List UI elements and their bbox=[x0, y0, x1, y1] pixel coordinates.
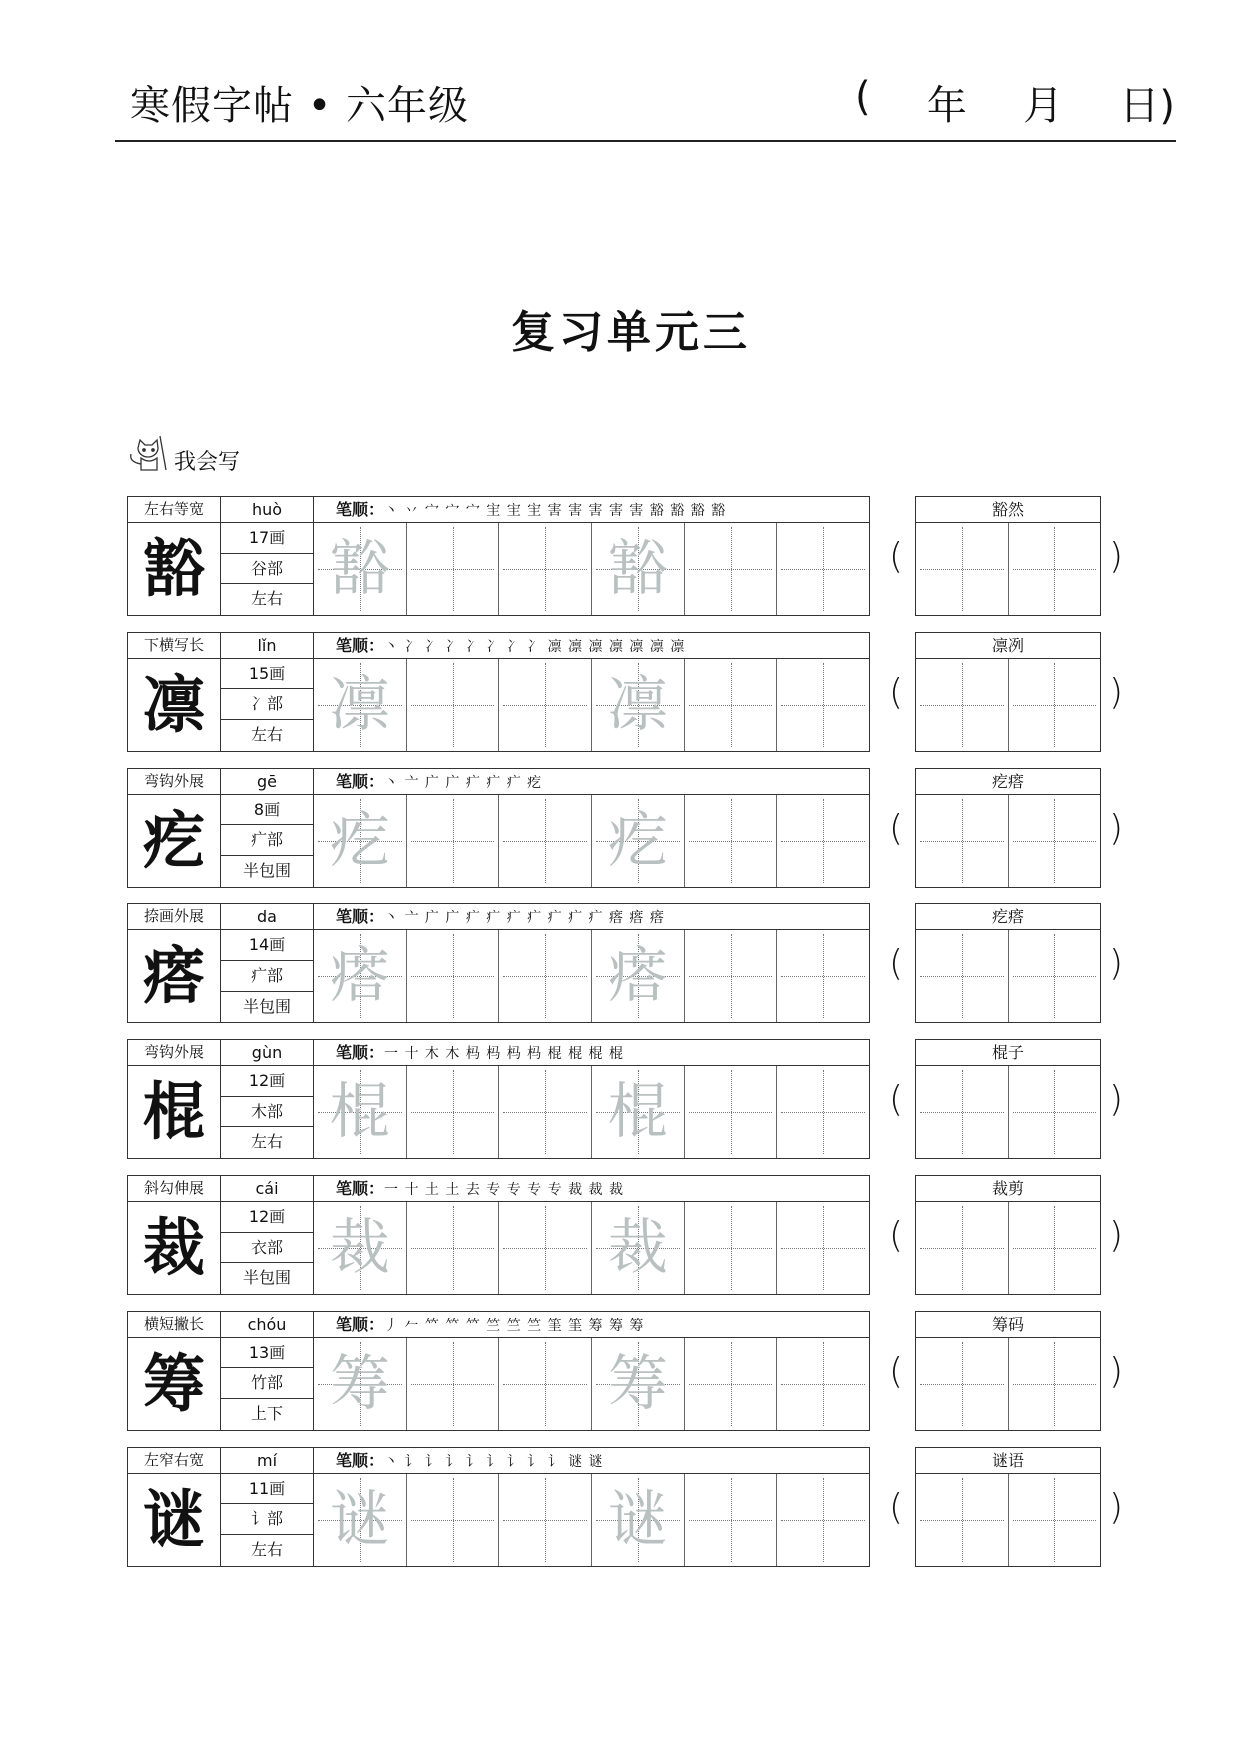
date-year: 年 bbox=[926, 83, 967, 129]
date-month: 月 bbox=[1023, 83, 1064, 129]
character-row bbox=[127, 1175, 1124, 1296]
practice-cell[interactable] bbox=[499, 523, 592, 615]
close-paren: ) bbox=[1109, 536, 1124, 577]
practice-cell[interactable] bbox=[777, 523, 869, 615]
word-box bbox=[915, 768, 1101, 888]
practice-grid bbox=[314, 1202, 869, 1294]
word-grid bbox=[916, 930, 1100, 1022]
practice-cell[interactable] bbox=[499, 1338, 592, 1430]
character-row bbox=[127, 903, 1124, 1024]
trace-character: 瘩 bbox=[607, 941, 668, 1012]
word-cell[interactable] bbox=[916, 659, 1009, 751]
practice-cell[interactable] bbox=[407, 795, 500, 887]
writing-tip: 斜勾伸展 bbox=[128, 1176, 221, 1202]
trace-character: 瘩 bbox=[329, 941, 390, 1012]
word-label: 棍子 bbox=[916, 1040, 1100, 1066]
radical: 竹部 bbox=[221, 1368, 313, 1399]
word-cell[interactable] bbox=[1009, 659, 1101, 751]
trace-character: 裁 bbox=[607, 1213, 668, 1283]
stroke-order bbox=[314, 497, 869, 523]
practice-grid bbox=[314, 659, 869, 751]
word-grid bbox=[916, 1338, 1100, 1430]
word-label: 疙瘩 bbox=[916, 769, 1100, 795]
stroke-sequence: 丶 讠 讠 讠 讠 讠 讠 讠 讠 谜 谜 bbox=[384, 1453, 604, 1470]
practice-cell[interactable] bbox=[685, 1474, 778, 1566]
trace-character: 豁 bbox=[607, 534, 668, 604]
word-box bbox=[915, 1311, 1101, 1431]
practice-cell[interactable] bbox=[314, 523, 407, 615]
character-info bbox=[221, 1202, 314, 1294]
practice-cell[interactable] bbox=[777, 1338, 869, 1430]
practice-cell[interactable] bbox=[592, 930, 685, 1022]
pinyin: huò bbox=[221, 497, 314, 523]
practice-cell[interactable] bbox=[685, 795, 778, 887]
practice-grid bbox=[314, 1474, 869, 1566]
writing-tip: 左右等宽 bbox=[128, 497, 221, 523]
word-label: 裁剪 bbox=[916, 1176, 1100, 1202]
pinyin: cái bbox=[221, 1176, 314, 1202]
header-divider bbox=[115, 140, 1176, 142]
structure: 半包围 bbox=[242, 860, 291, 880]
word-box bbox=[915, 1447, 1101, 1567]
close-paren: ) bbox=[1109, 1350, 1124, 1392]
open-paren: ( bbox=[889, 807, 904, 849]
radical: 疒部 bbox=[221, 961, 313, 992]
trace-character: 裁 bbox=[329, 1213, 390, 1283]
writing-tip: 捺画外展 bbox=[128, 904, 221, 930]
practice-cell[interactable] bbox=[314, 659, 407, 751]
practice-cell[interactable] bbox=[685, 659, 778, 751]
open-paren: ( bbox=[889, 1486, 904, 1528]
practice-cell[interactable] bbox=[685, 1338, 778, 1430]
model-character: 豁 bbox=[128, 523, 221, 615]
radical: 讠部 bbox=[221, 1504, 313, 1535]
radical: 木部 bbox=[221, 1097, 313, 1128]
trace-character: 棍 bbox=[329, 1077, 390, 1148]
pinyin: gùn bbox=[221, 1040, 314, 1066]
word-label: 筹码 bbox=[916, 1312, 1100, 1338]
practice-cell[interactable] bbox=[592, 1338, 685, 1430]
character-info bbox=[221, 795, 314, 887]
close-paren: ) bbox=[1109, 671, 1124, 713]
practice-cell[interactable] bbox=[499, 1202, 592, 1294]
workbook-title: 寒假字帖 • 六年级 bbox=[130, 83, 470, 129]
character-info bbox=[221, 930, 314, 1022]
character-info bbox=[221, 1066, 314, 1158]
stroke-count: 17画 bbox=[221, 523, 313, 554]
practice-cell[interactable] bbox=[685, 1066, 778, 1158]
model-character: 疙 bbox=[128, 795, 221, 887]
practice-cell[interactable] bbox=[777, 1202, 869, 1294]
open-paren: ( bbox=[889, 943, 904, 985]
writing-tip: 横短撇长 bbox=[128, 1312, 221, 1338]
stroke-count: 11画 bbox=[221, 1474, 313, 1505]
stroke-order-label: 笔顺： bbox=[336, 635, 385, 655]
model-character: 凛 bbox=[128, 659, 221, 751]
stroke-order bbox=[314, 1040, 869, 1066]
stroke-order bbox=[314, 633, 869, 659]
practice-cell[interactable] bbox=[407, 523, 500, 615]
close-paren: ) bbox=[1109, 1486, 1124, 1528]
trace-character: 谜 bbox=[329, 1484, 390, 1555]
word-label: 豁然 bbox=[916, 497, 1100, 523]
character-table bbox=[127, 496, 870, 616]
character-info bbox=[221, 523, 314, 615]
stroke-sequence: 丶 丷 宀 宀 宀 宔 宔 宔 害 害 害 害 害 豁 豁 豁 豁 bbox=[384, 503, 727, 519]
word-cell[interactable] bbox=[1009, 523, 1101, 615]
close-paren: ) bbox=[1109, 1215, 1124, 1256]
character-info bbox=[221, 1474, 314, 1566]
practice-cell[interactable] bbox=[407, 1338, 500, 1430]
stroke-order bbox=[314, 1448, 869, 1474]
practice-cell[interactable] bbox=[592, 1066, 685, 1158]
word-cell[interactable] bbox=[1009, 930, 1101, 1022]
cat-writing-icon bbox=[124, 430, 172, 476]
word-label: 疙瘩 bbox=[916, 904, 1100, 930]
practice-cell[interactable] bbox=[314, 930, 407, 1022]
practice-cell[interactable] bbox=[685, 523, 778, 615]
stroke-order-label: 笔顺： bbox=[336, 771, 385, 791]
date-day: 日) bbox=[1119, 83, 1175, 129]
stroke-order-label: 笔顺： bbox=[336, 500, 385, 519]
pinyin: da bbox=[221, 904, 314, 930]
pinyin: chóu bbox=[221, 1312, 314, 1338]
stroke-order bbox=[314, 769, 869, 795]
structure: 半包围 bbox=[242, 1268, 291, 1288]
word-cell[interactable] bbox=[1009, 1474, 1101, 1566]
open-paren: ( bbox=[889, 1215, 904, 1256]
close-paren: ) bbox=[1109, 943, 1124, 985]
practice-cell[interactable] bbox=[592, 1202, 685, 1294]
radical: 疒部 bbox=[221, 825, 313, 856]
practice-grid bbox=[314, 1338, 869, 1430]
character-table bbox=[127, 1311, 870, 1431]
stroke-sequence: 丿 𠂉 𥫗 𥫗 𥫗 竺 竺 竺 筀 筀 筹 筹 筹 bbox=[384, 1317, 645, 1334]
structure: 上下 bbox=[250, 1403, 283, 1423]
stroke-sequence: 丶 亠 广 广 疒 疒 疒 疒 疒 疒 疒 瘩 瘩 瘩 bbox=[384, 910, 665, 927]
word-grid bbox=[916, 795, 1100, 887]
structure: 左右 bbox=[250, 724, 283, 744]
trace-character: 棍 bbox=[607, 1077, 668, 1148]
stroke-count: 15画 bbox=[221, 659, 313, 690]
model-character: 棍 bbox=[128, 1066, 221, 1158]
word-cell[interactable] bbox=[1009, 1202, 1101, 1294]
stroke-order bbox=[314, 1312, 869, 1338]
practice-cell[interactable] bbox=[314, 795, 407, 887]
word-box bbox=[915, 903, 1101, 1023]
structure: 左右 bbox=[250, 589, 283, 609]
practice-cell[interactable] bbox=[407, 1066, 500, 1158]
trace-character: 凛 bbox=[607, 669, 668, 740]
practice-cell[interactable] bbox=[592, 795, 685, 887]
structure: 左右 bbox=[250, 1132, 283, 1152]
practice-cell[interactable] bbox=[685, 930, 778, 1022]
practice-cell[interactable] bbox=[407, 659, 500, 751]
practice-cell[interactable] bbox=[777, 795, 869, 887]
trace-character: 疙 bbox=[329, 805, 390, 876]
stroke-order-label: 笔顺： bbox=[336, 1043, 385, 1063]
practice-cell[interactable] bbox=[777, 930, 869, 1022]
practice-cell[interactable] bbox=[685, 1202, 778, 1294]
practice-grid bbox=[314, 930, 869, 1022]
open-paren: ( bbox=[889, 1079, 904, 1121]
stroke-count: 8画 bbox=[221, 795, 313, 826]
stroke-order-label: 笔顺： bbox=[336, 1314, 385, 1334]
character-table bbox=[127, 1039, 870, 1159]
word-cell[interactable] bbox=[1009, 1338, 1101, 1430]
word-grid bbox=[916, 1474, 1100, 1566]
date-open-paren: ( bbox=[855, 74, 871, 120]
stroke-count: 14画 bbox=[221, 930, 313, 961]
radical: 衣部 bbox=[221, 1233, 313, 1264]
character-row bbox=[127, 1447, 1124, 1568]
word-cell[interactable] bbox=[916, 930, 1009, 1022]
word-box bbox=[915, 1175, 1101, 1295]
practice-cell[interactable] bbox=[407, 1474, 500, 1566]
practice-cell[interactable] bbox=[314, 1202, 407, 1294]
open-paren: ( bbox=[889, 536, 904, 577]
practice-cell[interactable] bbox=[777, 1474, 869, 1566]
practice-cell[interactable] bbox=[592, 523, 685, 615]
stroke-order-label: 笔顺： bbox=[336, 1450, 385, 1470]
word-grid bbox=[916, 523, 1100, 615]
character-table bbox=[127, 1447, 870, 1567]
practice-grid bbox=[314, 1066, 869, 1158]
practice-cell[interactable] bbox=[407, 1202, 500, 1294]
close-paren: ) bbox=[1109, 807, 1124, 849]
pinyin: mí bbox=[221, 1448, 314, 1474]
character-info bbox=[221, 1338, 314, 1430]
character-table bbox=[127, 1175, 870, 1295]
character-table bbox=[127, 632, 870, 752]
stroke-order bbox=[314, 904, 869, 930]
word-grid bbox=[916, 659, 1100, 751]
model-character: 筹 bbox=[128, 1338, 221, 1430]
practice-cell[interactable] bbox=[592, 659, 685, 751]
word-grid bbox=[916, 1202, 1100, 1294]
section-heading bbox=[124, 430, 240, 476]
model-character: 裁 bbox=[128, 1202, 221, 1294]
word-cell[interactable] bbox=[1009, 1066, 1101, 1158]
word-label: 凛冽 bbox=[916, 633, 1100, 659]
practice-cell[interactable] bbox=[499, 930, 592, 1022]
practice-cell[interactable] bbox=[499, 1474, 592, 1566]
stroke-order-label: 笔顺： bbox=[336, 907, 385, 927]
open-paren: ( bbox=[889, 1350, 904, 1392]
writing-tip: 左窄右宽 bbox=[128, 1448, 221, 1474]
pinyin: lǐn bbox=[221, 633, 314, 659]
section-label: 我会写 bbox=[174, 450, 241, 475]
practice-cell[interactable] bbox=[314, 1338, 407, 1430]
date-field bbox=[855, 74, 1175, 131]
practice-cell[interactable] bbox=[777, 659, 869, 751]
writing-tip: 下横写长 bbox=[128, 633, 221, 659]
model-character: 谜 bbox=[128, 1474, 221, 1566]
structure: 半包围 bbox=[242, 996, 291, 1016]
word-box bbox=[915, 632, 1101, 752]
stroke-sequence: 丶 冫 冫 冫 冫 冫 冫 冫 凛 凛 凛 凛 凛 凛 凛 bbox=[384, 638, 686, 655]
word-box bbox=[915, 1039, 1101, 1159]
practice-cell[interactable] bbox=[407, 930, 500, 1022]
character-table bbox=[127, 903, 870, 1023]
open-paren: ( bbox=[889, 671, 904, 713]
trace-character: 凛 bbox=[329, 669, 390, 740]
model-character: 瘩 bbox=[128, 930, 221, 1022]
practice-grid bbox=[314, 795, 869, 887]
character-row bbox=[127, 768, 1124, 889]
character-row bbox=[127, 632, 1124, 753]
trace-character: 筹 bbox=[607, 1348, 668, 1419]
stroke-order-label: 笔顺： bbox=[336, 1179, 385, 1198]
radical: 冫部 bbox=[221, 689, 313, 720]
writing-tip: 弯钩外展 bbox=[128, 1040, 221, 1066]
practice-grid bbox=[314, 523, 869, 615]
close-paren: ) bbox=[1109, 1079, 1124, 1121]
practice-cell[interactable] bbox=[499, 659, 592, 751]
radical: 谷部 bbox=[221, 554, 313, 585]
character-table bbox=[127, 768, 870, 888]
practice-cell[interactable] bbox=[314, 1474, 407, 1566]
writing-tip: 弯钩外展 bbox=[128, 769, 221, 795]
trace-character: 疙 bbox=[607, 805, 668, 876]
stroke-count: 12画 bbox=[221, 1202, 313, 1233]
stroke-sequence: 一 十 土 土 去 专 专 专 专 裁 裁 裁 bbox=[384, 1182, 624, 1198]
word-cell[interactable] bbox=[916, 1066, 1009, 1158]
structure: 左右 bbox=[250, 1539, 283, 1559]
stroke-order bbox=[314, 1176, 869, 1202]
word-box bbox=[915, 496, 1101, 616]
character-row bbox=[127, 1311, 1124, 1432]
trace-character: 谜 bbox=[607, 1484, 668, 1555]
word-label: 谜语 bbox=[916, 1448, 1100, 1474]
stroke-count: 13画 bbox=[221, 1338, 313, 1369]
stroke-sequence: 丶 亠 广 广 疒 疒 疒 疙 bbox=[384, 774, 543, 791]
page-title: 复习单元三 bbox=[511, 307, 751, 358]
trace-character: 豁 bbox=[329, 534, 390, 604]
word-cell[interactable] bbox=[916, 1202, 1009, 1294]
practice-cell[interactable] bbox=[499, 795, 592, 887]
practice-cell[interactable] bbox=[777, 1066, 869, 1158]
pinyin: gē bbox=[221, 769, 314, 795]
practice-cell[interactable] bbox=[499, 1066, 592, 1158]
practice-cell[interactable] bbox=[592, 1474, 685, 1566]
character-row bbox=[127, 1039, 1124, 1160]
word-cell[interactable] bbox=[916, 523, 1009, 615]
character-row bbox=[127, 496, 1124, 617]
word-cell[interactable] bbox=[916, 795, 1009, 887]
stroke-count: 12画 bbox=[221, 1066, 313, 1097]
word-cell[interactable] bbox=[916, 1474, 1009, 1566]
trace-character: 筹 bbox=[329, 1348, 390, 1419]
character-info bbox=[221, 659, 314, 751]
stroke-sequence: 一 十 木 木 杩 杩 杩 杩 棍 棍 棍 棍 bbox=[384, 1046, 624, 1063]
practice-cell[interactable] bbox=[314, 1066, 407, 1158]
word-cell[interactable] bbox=[1009, 795, 1101, 887]
word-grid bbox=[916, 1066, 1100, 1158]
word-cell[interactable] bbox=[916, 1338, 1009, 1430]
